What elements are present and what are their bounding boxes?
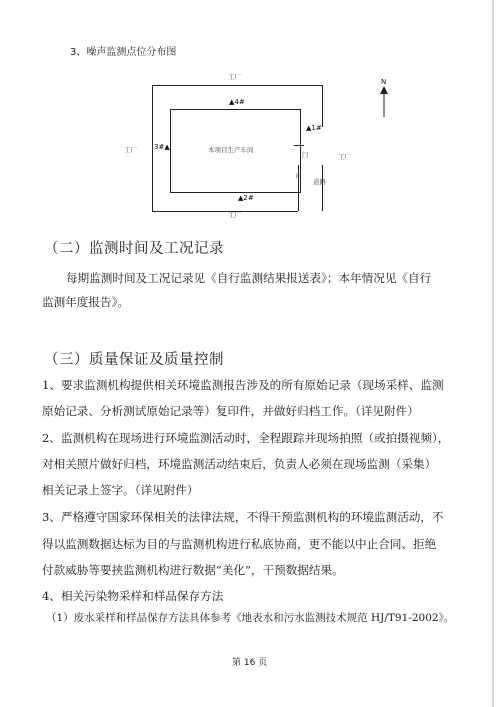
para-monitoring-time-line1: 每期监测时间及工况记录见《自行监测结果报送表》；本年情况见《自行 [66,271,432,285]
triangle-marker-icon: ▲ [229,98,235,106]
factory-top-label: 工厂 [228,73,241,81]
monitoring-point-4 [229,98,245,106]
triangle-marker-icon: ▲ [306,124,312,132]
qc-line: 2、监测机构在现场进行环境监测活动时，全程跟踪并现场拍照（或拍摄视频）， [42,431,450,445]
workshop-label: 本项目生产车间 [208,146,254,154]
monitoring-point-1 [306,124,322,132]
triangle-marker-icon: ▲ [164,143,170,151]
factory-left-label: 工厂 [124,146,137,154]
point-label-1: 1# [311,124,322,132]
outer-boundary-top [152,85,322,86]
point-label-2: 2# [243,194,254,202]
monitoring-point-2 [238,194,254,202]
point-label-4: 4# [234,98,245,106]
road-line [322,165,323,211]
factory-right-label: 工厂 [338,153,351,161]
monitoring-point-3 [154,143,170,151]
road-label: 道路 [313,178,326,186]
outer-boundary-left [152,85,153,211]
para-monitoring-time-line2: 监测年度报告》。 [42,295,129,309]
qc-line: 4、相关污染物采样和样品保存方法 [42,589,224,603]
qc-line: 3、严格遵守国家环保相关的法律法规，不得干预监测机构的环境监测活动，不 [42,510,444,524]
factory-bottom-label: 工厂 [228,211,241,219]
section3-title: 3、噪声监测点位分布图 [70,47,177,58]
qc-line: 对相关照片做好归档，环境监测活动结束后，负责人必须在现场监测（采集） [42,457,437,471]
qc-line: 得以监测数据达标为目的与监测机构进行私底协商，更不能以中止合同、拒绝 [42,537,437,551]
north-arrow-icon [379,86,389,118]
outer-boundary-right [322,85,323,127]
qc-line: 1、要求监测机构提供相关环境监测报告涉及的所有原始记录（现场采样、监测 [42,378,444,392]
scan-edge [492,0,494,707]
qc-line: 相关记录上签字。（详见附件） [42,483,199,497]
qc-line: 付款威胁等要挟监测机构进行数据“美化”，干预数据结果。 [42,563,344,577]
page-number: 第 16 页 [232,658,268,668]
gate-mark [294,145,304,146]
heading-monitoring-time: （二）监测时间及工况记录 [44,241,224,257]
outer-boundary-bottom [152,211,298,212]
qc-line: 原始记录、分析测试原始记录等）复印件，并做好归档工作。（详见附件） [42,404,419,418]
unit-ii-label: II' [296,172,302,180]
heading-quality-control: （三）质量保证及质量控制 [44,352,224,368]
gate-label: 门 [302,151,309,159]
triangle-marker-icon: ▲ [238,194,244,202]
wastewater-sampling-item: （1）废水采样和样品保存方法具体参考《地表水和污水监测技术规范 HJ/T91-2002》。 [46,612,455,624]
point-label-3: 3# [154,143,165,151]
north-label: N [381,78,387,86]
